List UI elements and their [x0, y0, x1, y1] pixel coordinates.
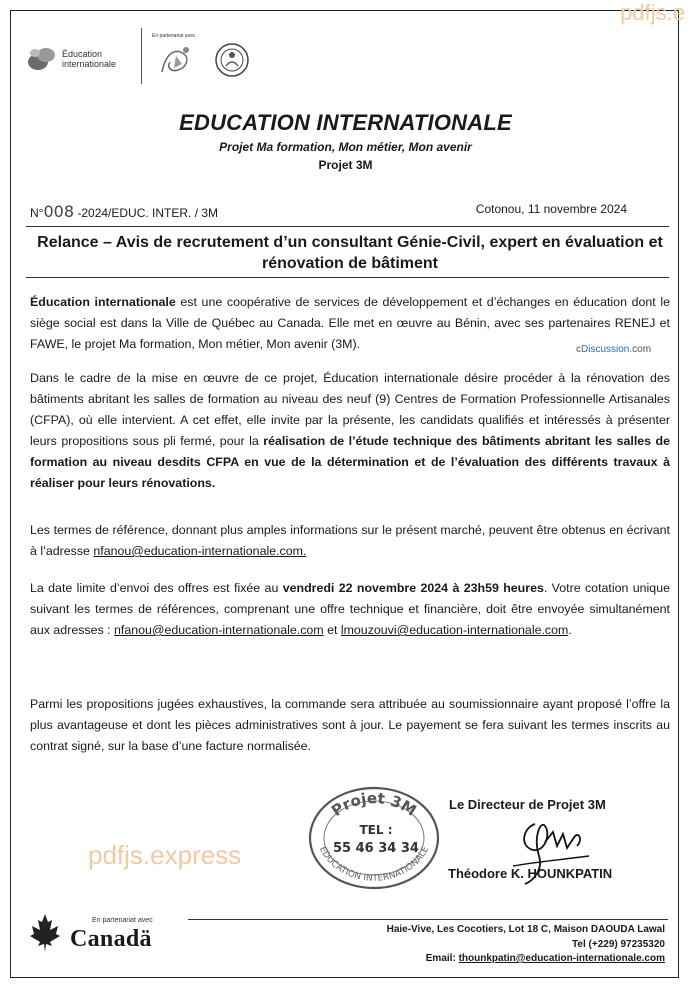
context-bold: réalisation de l’étude technique des bâtiments abritant les salles de formation au niveau desdits CFPA en vue de la détermination et de l’évaluation des différents travaux à réaliser pour leurs rénovations.: [30, 434, 671, 490]
terms-text: Les termes de référence, donnant plus amples informations sur le présent marché, peuvent être obtenus en écrivant à l’adresse: [30, 523, 670, 558]
stamp-ring-text: EDUCATION INTERNATIONALE: [316, 845, 432, 884]
official-stamp: [301, 780, 447, 890]
footer-email-label: Email:: [425, 953, 459, 964]
ei-globe-icon: [26, 44, 58, 74]
project-name: Projet 3M: [318, 158, 373, 172]
stamp-tel-label: TEL :: [359, 823, 393, 837]
watermark-middle: pdfjs.express: [88, 840, 242, 870]
reference-prefix: N°: [30, 206, 44, 220]
deadline-text-1: La date limite d’envoi des offres est fixée au: [30, 581, 283, 595]
paragraph-deadline: [30, 578, 670, 641]
fawe-logo-icon: [214, 42, 250, 78]
deadline-end: .: [568, 623, 572, 637]
org-name: Éducation internationale: [30, 295, 176, 309]
deadline-email-2-link[interactable]: lmouzouvi@education-internationale.com: [340, 623, 569, 637]
paragraph-terms: [30, 520, 670, 562]
canada-partner-label: En partenariat avec: [92, 917, 153, 924]
header-divider: [141, 28, 142, 84]
intro-text: est une coopérative de services de développement et d’échanges en éducation dont le siège social est dans la Ville de Québec au Canada. Elle met en œuvre au Bénin, avec ses partenaires RENEJ et FAWE, le projet Ma formation, Mon métier, Mon avenir (3M).: [30, 295, 670, 351]
signatory-title: Le Directeur de Projet 3M: [449, 797, 606, 812]
reference-handwritten-number: 008: [43, 202, 75, 221]
watermark-top: pdfjs.e: [620, 0, 685, 25]
canada-wordmark: Canadä: [70, 926, 152, 952]
logo-line-2: internationale: [62, 59, 117, 69]
paragraph-intro: [30, 292, 670, 355]
education-internationale-logo: [26, 44, 116, 74]
stamp-tel: 55 46 34 34: [333, 841, 419, 856]
subject-heading: Relance – Avis de recrutement d’un consultant Génie-Civil, expert en évaluation et rénovation de bâtiment: [37, 234, 663, 272]
subject-bottom-rule: [26, 277, 669, 278]
canada-flag-leaf-icon: [28, 912, 62, 952]
signatory-name: Théodore K. HOUNKPATIN: [448, 866, 613, 881]
reference-number: [30, 202, 218, 221]
footer-email: [426, 953, 665, 964]
cdiscussion-overlay: [576, 344, 651, 355]
context-text: Dans le cadre de la mise en œuvre de ce projet, Éducation internationale désire procéder à la rénovation des bâtiments abritant les salles de formation au niveau des neuf (9) Centres de Formation Professionnelle Artisanales (CFPA), où elle intervient. A cet effet, elle invite par la présente, les candidats qualifiés et intéressés à présenter leurs propositions sous pli fermé, pour la: [30, 371, 670, 448]
deadline-email-1-link[interactable]: nfanou@education-internationale.com: [114, 623, 324, 637]
deadline-and: et: [323, 623, 341, 637]
stamp-top-text: Projet 3M: [328, 789, 420, 820]
paragraph-context: [30, 368, 670, 494]
partner-label: En partenariat avec: [152, 33, 196, 39]
logo-line-1: Éducation: [62, 49, 103, 59]
footer-address: Haie-Vive, Les Cocotiers, Lot 18 C, Maison DAOUDA Lawal: [386, 924, 665, 935]
overlay-c: c: [576, 344, 581, 355]
subject-top-rule: [26, 226, 669, 227]
deadline-date: vendredi 22 novembre 2024 à 23h59 heures: [282, 581, 544, 595]
footer-rule: [188, 919, 668, 920]
overlay-discussion: Discussion: [581, 344, 630, 355]
footer-email-link[interactable]: thounkpatin@education-internationale.com: [458, 953, 665, 964]
document-subtitle: Projet Ma formation, Mon métier, Mon avenir: [219, 140, 472, 154]
terms-email-link[interactable]: nfanou@education-internationale.com.: [93, 544, 307, 558]
deadline-text-2: . Votre cotation unique suivant les termes de références, comprenant une offre technique et financière, doit être envoyée simultanément aux adresses :: [30, 581, 670, 637]
overlay-com: .com: [629, 344, 652, 355]
renej-logo-icon: [156, 42, 202, 80]
document-title: EDUCATION INTERNATIONALE: [179, 110, 512, 135]
footer-phone: Tel (+229) 97235320: [572, 939, 665, 950]
reference-suffix: -2024/EDUC. INTER. / 3M: [74, 206, 219, 220]
document-date: Cotonou, 11 novembre 2024: [475, 202, 627, 216]
paragraph-award: Parmi les propositions jugées exhaustives, la commande sera attribuée au soumissionnaire ayant proposé l’offre la plus avantageuse et dont les pièces administratives sont à jour. Le payement se fera suivant les termes inscrits au contrat signé, sur la base d’une facture normalisée.: [30, 697, 670, 753]
